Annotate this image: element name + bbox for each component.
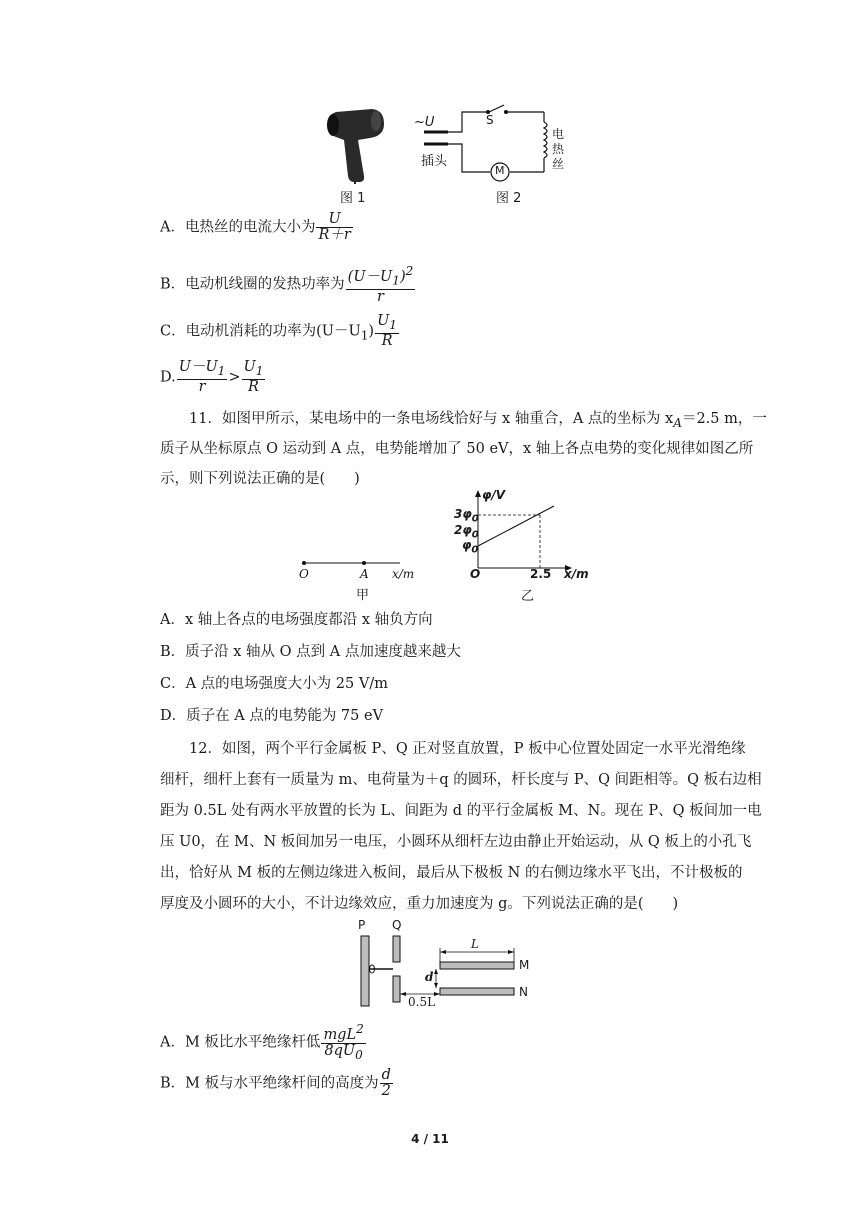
length-l-label: L xyxy=(471,937,479,951)
q12-option-b: B．M 板与水平绝缘杆间的高度为 $\frac{d}{2}$ xyxy=(160,1067,391,1099)
gap-d-label: d xyxy=(425,970,434,984)
q10-option-b: B．电动机线圈的发热功率为 $\frac{(U-U_1)^2}{r}$ xyxy=(160,264,414,305)
q12-stem-line-2: 细杆，细杆上套有一质量为 m、电荷量为＋q 的圆环，杆长度与 P、Q 间距相等。Q 板右边相 xyxy=(160,772,762,788)
gap-half-l-label: 0.5L xyxy=(408,995,436,1009)
q10-option-c: C．电动机消耗的功率为$(U-U_1)$ $\frac{U_1}{R}$ xyxy=(160,313,397,349)
yi-tick-3phi: $3\varphi_0$ xyxy=(454,507,479,525)
fig2-caption: 图 2 xyxy=(496,191,522,206)
q12-option-a: A．M 板比水平绝缘杆低 $\frac{mgL^2}{8qU_0}$ xyxy=(160,1022,364,1062)
jia-axis-label: x/m xyxy=(392,567,415,581)
q11-option-a: A．x 轴上各点的电场强度都沿 x 轴负方向 xyxy=(160,612,433,628)
q12-stem-line-5: 出，恰好从 M 板的左侧边缘进入板间，最后从下极板 N 的右侧边缘水平飞出，不计极板的 xyxy=(160,865,743,881)
hair-dryer-image xyxy=(318,104,390,184)
plate-q-label: Q xyxy=(392,918,402,932)
q12-stem-line-1: 12．如图，两个平行金属板 P、Q 正对竖直放置，P 板中心位置处固定一水平光滑绝缘 xyxy=(189,741,746,757)
yi-origin: O xyxy=(470,567,481,581)
fig1-caption: 图 1 xyxy=(340,191,366,206)
jia-origin: O xyxy=(299,567,309,581)
plate-n-label: N xyxy=(519,985,528,999)
q11-stem-line-3: 示，则下列说法正确的是( ) xyxy=(160,471,360,487)
heater-label-2: 热 xyxy=(552,142,565,156)
source-label: ~U xyxy=(414,115,435,130)
hair-dryer-figure xyxy=(318,104,390,184)
yi-tick-2phi: $2\varphi_0$ xyxy=(454,523,479,541)
q11-option-b: B．质子沿 x 轴从 O 点到 A 点加速度越来越大 xyxy=(160,644,461,660)
q11-option-d: D．质子在 A 点的电势能为 75 eV xyxy=(160,708,384,724)
q12-stem-line-4: 压 U0，在 M、N 板间加另一电压，小圆环从细杆左边由静止开始运动，从 Q 板上的小孔飞 xyxy=(160,834,752,850)
q11-stem-line-1: 11．如图甲所示，某电场中的一条电场线恰好与 x 轴重合，A 点的坐标为 $x_A=2.5$ m，一 xyxy=(189,411,767,430)
yi-caption: 乙 xyxy=(521,589,535,604)
switch-label: S xyxy=(486,113,494,127)
q11-stem-line-2: 质子从坐标原点 O 运动到 A 点，电势能增加了 50 eV，x 轴上各点电势的变化规律如图乙所 xyxy=(160,441,754,457)
plates-figure xyxy=(352,918,542,1010)
plate-m-label: M xyxy=(519,958,530,972)
jia-point-a: A xyxy=(360,567,369,581)
q10-option-a: A．电热丝的电流大小为 $\frac{U}{R+r}$ xyxy=(160,211,351,243)
motor-label: M xyxy=(495,164,505,177)
page-number: 4 / 11 xyxy=(411,1132,449,1146)
plate-p-label: P xyxy=(358,918,366,932)
q11-option-c: C．A 点的电场强度大小为 25 V/m xyxy=(160,676,388,692)
plug-label: 插头 xyxy=(421,154,448,169)
yi-tick-phi: $\varphi_0$ xyxy=(462,538,479,556)
heater-label-1: 电 xyxy=(552,127,565,141)
q12-stem-line-6: 厚度及小圆环的大小，不计边缘效应，重力加速度为 g。下列说法正确的是( ) xyxy=(160,896,679,912)
yi-tick-x: 2.5 xyxy=(530,567,552,581)
yi-xlabel: x/m xyxy=(564,567,589,581)
q12-stem-line-3: 距为 0.5L 处有两水平放置的长为 L、间距为 d 的平行金属板 M、N。现在 P、Q 板间加一电 xyxy=(160,803,762,819)
yi-ylabel: φ/V xyxy=(482,488,506,502)
heater-label-3: 丝 xyxy=(552,157,565,171)
q10-option-d: D. $\frac{U-U_1}{r}$ > $\frac{U_1}{R}$ xyxy=(160,359,264,395)
jia-caption: 甲 xyxy=(356,588,370,603)
